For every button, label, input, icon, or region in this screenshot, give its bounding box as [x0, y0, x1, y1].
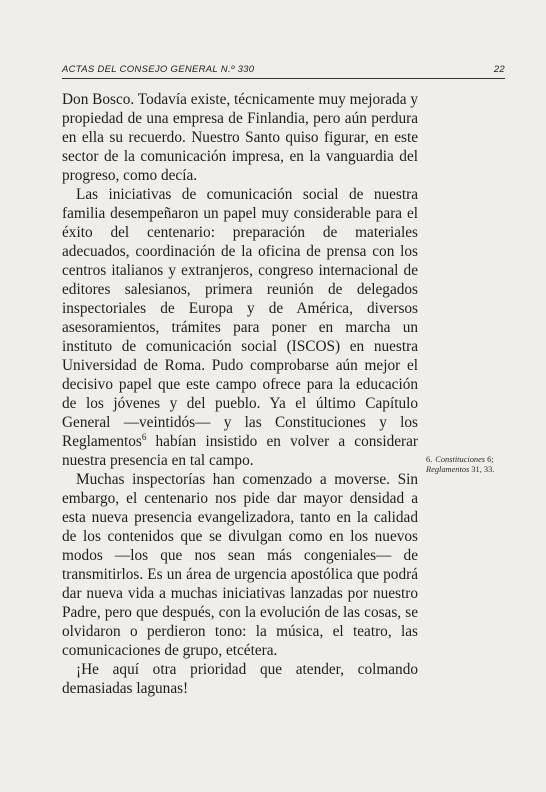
- footnote-reference: 6: [141, 431, 147, 442]
- page-number: 22: [493, 64, 505, 75]
- running-header: [62, 64, 505, 78]
- side-note-text-end: 31, 33.: [469, 465, 495, 474]
- paragraph-2-text-b: habían insistido en volver a considerar nuestra presencia en tal campo.: [62, 433, 418, 469]
- paragraph-1: Don Bosco. Todavía existe, técnicamente muy mejorada y propiedad de una empresa de Finlandia, pero aún perdura en ella su recuerdo. Nuestro Santo quiso figurar, en este sector de la comunicación impresa, en la vanguardia del progreso, como decía.: [62, 91, 418, 184]
- paragraph-4: ¡He aquí otra prioridad que atender, colmando demasiadas lagunas!: [62, 661, 418, 697]
- paragraph-3: Muchas inspectorías han comenzado a moverse. Sin embargo, el centenario nos pide dar mayor densidad a esta nueva presencia evangelizadora, tanto en la calidad de los contenidos que se divulgan como en los nuevos modos —los que nos sean más congeniales— de transmitirlos. Es un área de urgencia apostólica que podrá dar nueva vida a muchas iniciativas lanzadas por nuestro Padre, pero que después, con la evolución de las cosas, se olvidaron o perdieron tono: la música, el teatro, las comunicaciones de grupo, etcétera.: [62, 471, 418, 659]
- body-text: [62, 90, 418, 698]
- side-note: [426, 455, 512, 475]
- side-note-title-2: Reglamentos: [426, 465, 470, 474]
- paragraph-2: [62, 185, 418, 470]
- running-title: ACTAS DEL CONSEJO GENERAL N.º 330: [62, 64, 255, 75]
- side-note-title-1: Constituciones: [435, 455, 486, 464]
- side-note-number: 6.: [426, 455, 433, 464]
- paragraph-2-text-a: Las iniciativas de comunicación social de nuestra familia desempeñaron un papel muy considerable para el éxito del centenario: preparación de materiales adecuados, coordinación de la oficina de prensa con los centros italianos y extranjeros, congreso internacional de editores salesianos, primera reunión de delegados inspectoriales de Europa y de América, diversos asesoramientos, trámites para poner en marcha un instituto de comunicación social (ISCOS) en nuestra Universidad de Roma. Pudo comprobarse aún mejor el decisivo papel que este campo ofrece para la educación de los jóvenes y del pueblo. Ya el último Capítulo General —veintidós— y las Constituciones y los Reglamentos: [62, 186, 418, 450]
- header-rule: [62, 78, 505, 79]
- side-note-text-mid: 6;: [485, 455, 494, 464]
